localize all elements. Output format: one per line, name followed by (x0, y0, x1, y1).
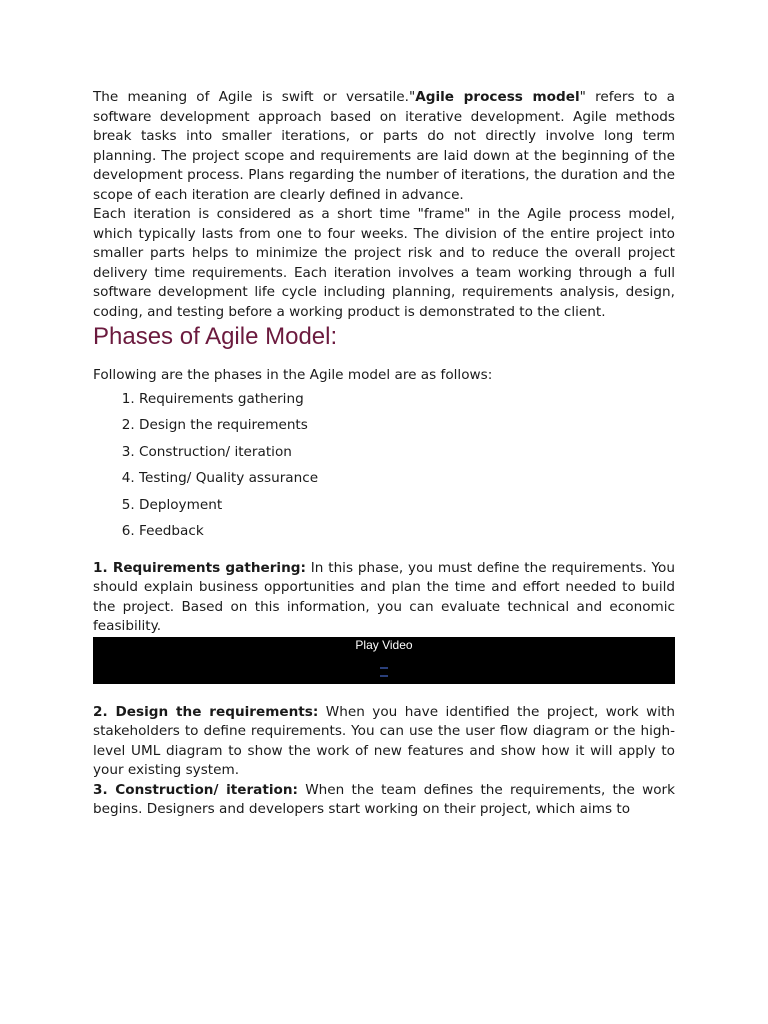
phase-item-design-requirements: 2. Design the requirements (139, 412, 675, 439)
phase-item-requirements-gathering: 1. Requirements gathering (139, 386, 675, 413)
video-player[interactable] (93, 637, 675, 684)
agile-process-model-term: Agile process model (415, 89, 580, 105)
construction-paragraph (93, 781, 675, 820)
intro-paragraph-1 (93, 88, 675, 205)
video-loading-mark-lower (380, 675, 388, 677)
section-heading: Phases of Agile Model: (93, 323, 338, 350)
phase-item-deployment: 5. Deployment (139, 492, 675, 519)
design-paragraph (93, 703, 675, 781)
document-page (93, 88, 675, 820)
intro-paragraph-2: Each iteration is considered as a short time "frame" in the Agile process model, which typically lasts from one to four weeks. The division of the entire project into smaller parts helps to minimize the project risk and to reduce the overall project delivery time requirements. Each iteration involves a team working through a full software development life cycle including planning, requirements analysis, design, coding, and testing before a working product is demonstrated to the client. (93, 206, 675, 320)
intro-text-rest: " refers to a software development approach based on iterative development. Agile methods break tasks into smaller iterations, or parts do not directly involve long term planning. The project scope and requirements are laid down at the beginning of the development process. Plans regarding the number of iterations, the duration and the scope of each iteration are clearly defined in advance. (93, 89, 675, 203)
requirements-paragraph (93, 559, 675, 637)
phase-item-feedback: 6. Feedback (139, 518, 675, 545)
requirements-text: In this phase, you must define the requirements. You should explain business opportunities and plan the time and effort needed to build the project. Based on this information, you can evaluate technical and economic feasibility. (93, 559, 675, 634)
requirements-title: 1. Requirements gathering: (93, 559, 306, 576)
phase-item-construction-iteration: 3. Construction/ iteration (139, 439, 675, 466)
video-loading-mark (380, 667, 388, 669)
play-video-button[interactable]: Play Video (355, 637, 413, 652)
phase-item-testing-quality: 4. Testing/ Quality assurance (139, 465, 675, 492)
phase-list (93, 386, 675, 545)
design-text: When you have identified the project, work with stakeholders to define requirements. You can use the user flow diagram or the high-level UML diagram to show the work of new features and show how it will apply to your existing system. (93, 703, 675, 778)
intro-text-start: The meaning of Agile is swift or versatile." (93, 89, 416, 105)
construction-text: When the team defines the requirements, the work begins. Designers and developers start working on their project, which aims to (93, 781, 675, 817)
construction-title: 3. Construction/ iteration: (93, 781, 298, 798)
design-title: 2. Design the requirements: (93, 703, 319, 720)
phases-intro-line: Following are the phases in the Agile model are as follows: (93, 367, 493, 383)
